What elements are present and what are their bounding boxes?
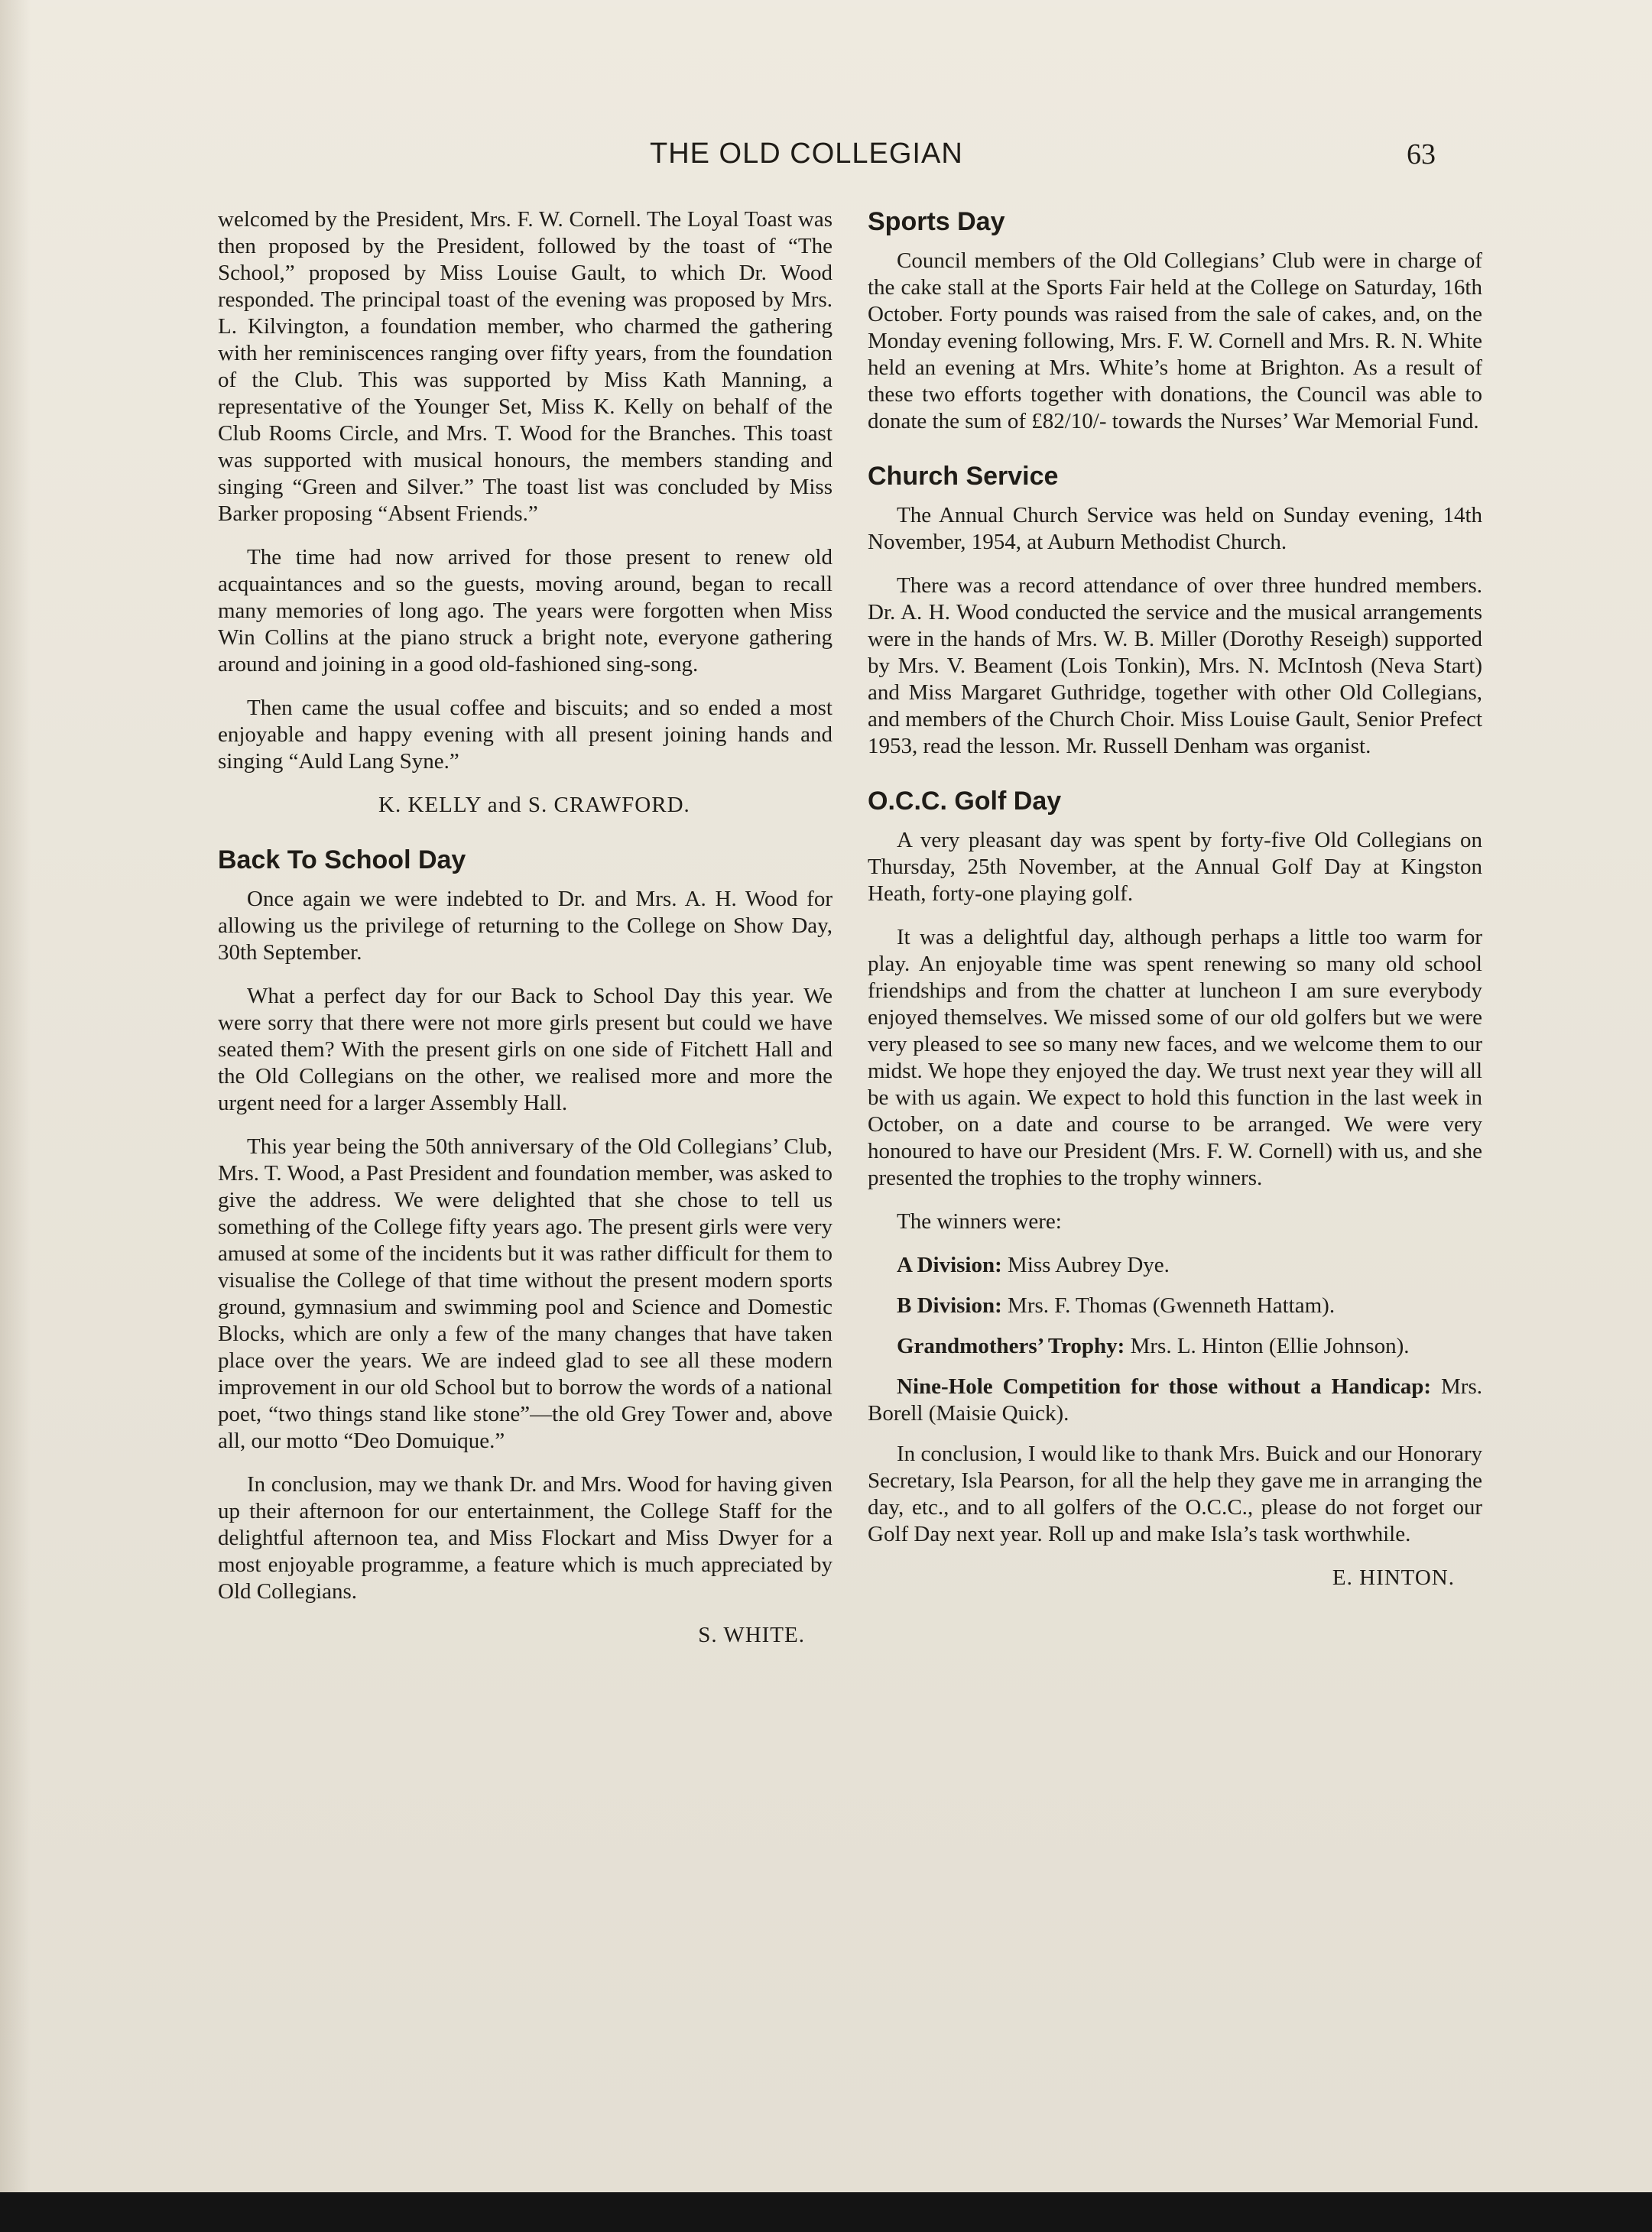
- winner-label: A Division:: [897, 1253, 1002, 1277]
- winner-entry: [868, 1374, 1482, 1427]
- winner-text: Mrs. Borell (Maisie Quick).: [868, 1374, 1482, 1426]
- winner-entry: [868, 1293, 1482, 1319]
- winner-label: Nine-Hole Competition for those without a Handicap:: [897, 1374, 1432, 1399]
- back-to-school-paragraph: In conclusion, may we thank Dr. and Mrs. Wood for having given up their afternoon for our entertainment, the College Staff for the delightful afternoon tea, and Miss Flockart and Miss Dwyer for a most enjoyable programme, a feature which is much appreciated by Old Collegians.: [218, 1472, 832, 1604]
- dinner-paragraph: Then came the usual coffee and biscuits; and so ended a most enjoyable and happy evening with all present joining hands and singing “Auld Lang Syne.”: [218, 696, 832, 774]
- golf-day-heading: O.C.C. Golf Day: [868, 787, 1062, 816]
- winner-label: Grandmothers’ Trophy:: [897, 1334, 1125, 1358]
- winners-intro: The winners were:: [897, 1209, 1062, 1234]
- dinner-signature: K. KELLY and S. CRAWFORD.: [378, 793, 690, 817]
- sports-day-paragraph: Council members of the Old Collegians’ Club were in charge of the cake stall at the Sports Fair held at the College on Saturday, 16th October. Forty pounds was raised from the sale of cakes, and, on the Monday evening following, Mrs. F. W. Cornell and Mrs. R. N. White held an evening at Mrs. White’s home at Brighton. As a result of these two efforts together with donations, the Council was able to donate the sum of £82/10/- towards the Nurses’ War Memorial Fund.: [868, 248, 1482, 433]
- golf-day-paragraph: It was a delightful day, although perhaps a little too warm for play. An enjoyable time was spent renewing so many old school friendships and from the chatter at luncheon I am sure everybody enjoyed themselves. We missed some of our old golfers but we were very pleased to see so many new faces, and we welcome them to our midst. We hope they enjoyed the day. We trust next year they will all be with us again. We expect to hold this function in the last week in October, on a date and course to be arranged. We were very honoured to have our President (Mrs. F. W. Cornell) with us, and she presented the trophies to the trophy winners.: [868, 925, 1482, 1190]
- winner-text: Miss Aubrey Dye.: [1008, 1253, 1170, 1277]
- back-to-school-signature: S. WHITE.: [698, 1623, 805, 1647]
- publication-title: THE OLD COLLEGIAN: [650, 138, 963, 170]
- right-column: [868, 206, 1482, 1614]
- winner-text: Mrs. L. Hinton (Ellie Johnson).: [1130, 1334, 1410, 1358]
- running-head: [0, 138, 1652, 183]
- golf-day-signature: E. HINTON.: [1332, 1565, 1455, 1590]
- back-to-school-paragraph: This year being the 50th anniversary of the Old Collegians’ Club, Mrs. T. Wood, a Past President and foundation member, was asked to give the address. We were delighted that she chose to tell us something of the College fifty years ago. The present girls were very amused at some of the incidents but it was rather difficult for them to visualise the College of that time without the present modern sports ground, gymnasium and swimming pool and Science and Domestic Blocks, which are only a few of the many changes that have taken place over the years. We are indeed glad to see all these modern improvement in our old School but to borrow the words of a national poet, “two things stand like stone”—the old Grey Tower and, above all, our motto “Deo Domuique.”: [218, 1134, 832, 1453]
- golf-day-conclusion: In conclusion, I would like to thank Mrs. Buick and our Honorary Secretary, Isla Pearson, for all the help they gave me in arranging the day, etc., and to all golfers of the O.C.C., please do not forget our Golf Day next year. Roll up and make Isla’s task worthwhile.: [868, 1442, 1482, 1546]
- page-number: 63: [1407, 138, 1436, 170]
- golf-day-paragraph: A very pleasant day was spent by forty-five Old Collegians on Thursday, 25th November, at the Annual Golf Day at Kingston Heath, forty-one playing golf.: [868, 828, 1482, 906]
- winner-label: B Division:: [897, 1293, 1002, 1318]
- church-service-heading: Church Service: [868, 462, 1059, 491]
- dinner-paragraph: The time had now arrived for those present to renew old acquaintances and so the guests, moving around, began to recall many memories of long ago. The years were forgotten when Miss Win Collins at the piano struck a bright note, everyone gathering around and joining in a good old-fashioned sing-song.: [218, 545, 832, 676]
- winner-text: Mrs. F. Thomas (Gwenneth Hattam).: [1008, 1293, 1336, 1318]
- back-to-school-heading: Back To School Day: [218, 845, 466, 874]
- sports-day-heading: Sports Day: [868, 207, 1005, 236]
- left-column: [218, 206, 832, 1672]
- back-to-school-paragraph: What a perfect day for our Back to School Day this year. We were sorry that there were not more girls present but could we have seated them? With the present girls on one side of Fitchett Hall and the Old Collegians on the other, we realised more and more the urgent need for a larger Assembly Hall.: [218, 984, 832, 1115]
- winner-entry: [868, 1333, 1482, 1360]
- back-to-school-paragraph: Once again we were indebted to Dr. and Mrs. A. H. Wood for allowing us the privilege of returning to the College on Show Day, 30th September.: [218, 887, 832, 965]
- dinner-paragraph: welcomed by the President, Mrs. F. W. Cornell. The Loyal Toast was then proposed by the President, followed by the toast of “The School,” proposed by Miss Louise Gault, to which Dr. Wood responded. The principal toast of the evening was proposed by Mrs. L. Kilvington, a foundation member, who charmed the gathering with her reminiscences ranging over fifty years, from the foundation of the Club. This was supported by Miss Kath Manning, a representative of the Younger Set, Miss K. Kelly on behalf of the Club Rooms Circle, and Mrs. T. Wood for the Branches. This toast was supported with musical honours, the members standing and singing “Green and Silver.” The toast list was concluded by Miss Barker proposing “Absent Friends.”: [218, 207, 832, 526]
- church-service-paragraph: There was a record attendance of over three hundred members. Dr. A. H. Wood conducted the service and the musical arrangements were in the hands of Mrs. W. B. Miller (Dorothy Reseigh) supported by Mrs. V. Beament (Lois Tonkin), Mrs. N. McIntosh (Neva Start) and Miss Margaret Guthridge, together with other Old Collegians, and members of the Church Choir. Miss Louise Gault, Senior Prefect 1953, read the lesson. Mr. Russell Denham was organist.: [868, 573, 1482, 758]
- winner-entry: [868, 1252, 1482, 1279]
- scan-edge: [0, 2192, 1652, 2232]
- church-service-paragraph: The Annual Church Service was held on Sunday evening, 14th November, 1954, at Auburn Methodist Church.: [868, 503, 1482, 554]
